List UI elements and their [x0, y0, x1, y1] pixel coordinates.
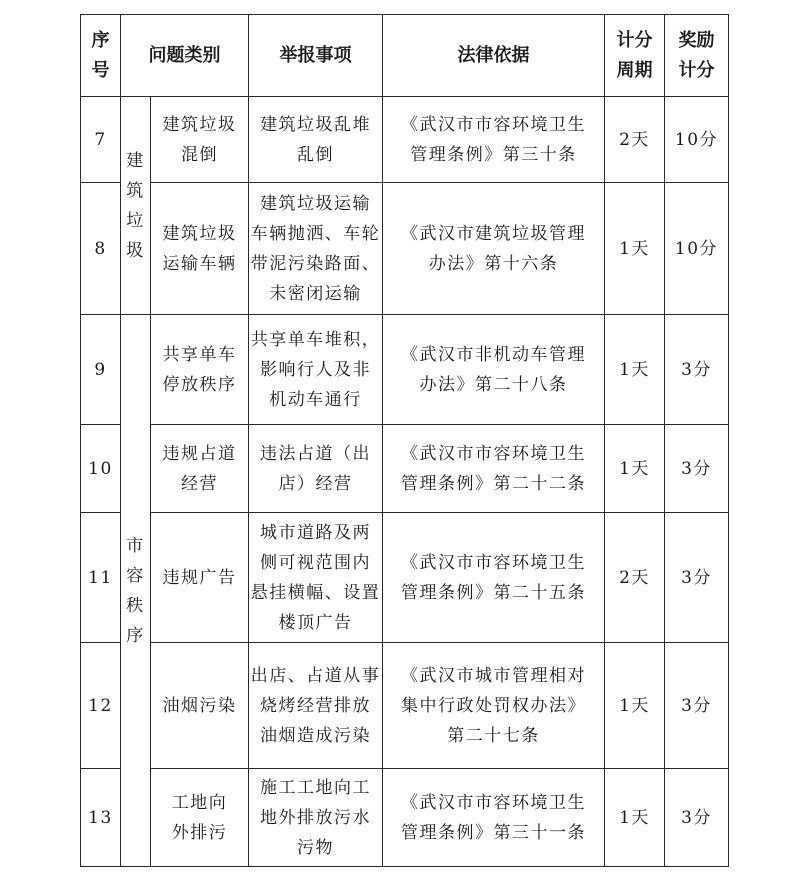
row-subcategory: 建筑垃圾 混倒: [151, 97, 249, 183]
row-basis: 《武汉市非机动车管理 办法》第二十八条: [383, 315, 605, 425]
header-category: 问题类别: [121, 15, 249, 97]
row-seq: 9: [81, 315, 121, 425]
row-basis: 《武汉市市容环境卫生 管理条例》第三十一条: [383, 769, 605, 867]
header-basis: 法律依据: [383, 15, 605, 97]
row-period: 1天: [605, 643, 665, 769]
row-reward: 3分: [665, 643, 729, 769]
header-period: 计分 周期: [605, 15, 665, 97]
row-subcategory: 油烟污染: [151, 643, 249, 769]
row-subcategory: 共享单车 停放秩序: [151, 315, 249, 425]
regulation-table: [80, 14, 729, 867]
row-basis: 《武汉市市容环境卫生 管理条例》第二十二条: [383, 425, 605, 513]
row-reward: 10分: [665, 183, 729, 315]
row-seq: 12: [81, 643, 121, 769]
row-subcategory: 工地向 外排污: [151, 769, 249, 867]
row-subcategory: 建筑垃圾 运输车辆: [151, 183, 249, 315]
table-row: [81, 315, 729, 425]
row-period: 1天: [605, 315, 665, 425]
row-seq: 8: [81, 183, 121, 315]
row-item: 建筑垃圾运输 车辆抛洒、车轮 带泥污染路面、 未密闭运输: [249, 183, 383, 315]
row-reward: 3分: [665, 425, 729, 513]
row-reward: 3分: [665, 513, 729, 643]
row-item: 违法占道（出 店）经营: [249, 425, 383, 513]
table-row: [81, 183, 729, 315]
header-item: 举报事项: [249, 15, 383, 97]
category-group: 建筑垃圾: [121, 97, 151, 315]
table-row: [81, 643, 729, 769]
row-item: 施工工地向工 地外排放污水 污物: [249, 769, 383, 867]
table-row: [81, 769, 729, 867]
row-period: 1天: [605, 183, 665, 315]
table-row: [81, 97, 729, 183]
row-seq: 10: [81, 425, 121, 513]
row-basis: 《武汉市市容环境卫生 管理条例》第三十条: [383, 97, 605, 183]
row-period: 2天: [605, 513, 665, 643]
row-seq: 7: [81, 97, 121, 183]
row-subcategory: 违规占道 经营: [151, 425, 249, 513]
table-row: [81, 425, 729, 513]
row-reward: 3分: [665, 769, 729, 867]
row-seq: 13: [81, 769, 121, 867]
row-basis: 《武汉市城市管理相对 集中行政处罚权办法》 第二十七条: [383, 643, 605, 769]
row-reward: 3分: [665, 315, 729, 425]
row-item: 出店、占道从事 烧烤经营排放 油烟造成污染: [249, 643, 383, 769]
category-group: 市容秩序: [121, 315, 151, 867]
row-period: 2天: [605, 97, 665, 183]
row-basis: 《武汉市建筑垃圾管理 办法》第十六条: [383, 183, 605, 315]
table-row: [81, 513, 729, 643]
row-item: 共享单车堆积， 影响行人及非 机动车通行: [249, 315, 383, 425]
row-subcategory: 违规广告: [151, 513, 249, 643]
row-basis: 《武汉市市容环境卫生 管理条例》第二十五条: [383, 513, 605, 643]
row-seq: 11: [81, 513, 121, 643]
row-item: 城市道路及两 侧可视范围内 悬挂横幅、设置 楼顶广告: [249, 513, 383, 643]
row-reward: 10分: [665, 97, 729, 183]
header-reward: 奖励 计分: [665, 15, 729, 97]
row-period: 1天: [605, 425, 665, 513]
header-seq: 序 号: [81, 15, 121, 97]
header-row: [81, 15, 729, 97]
row-item: 建筑垃圾乱堆 乱倒: [249, 97, 383, 183]
row-period: 1天: [605, 769, 665, 867]
